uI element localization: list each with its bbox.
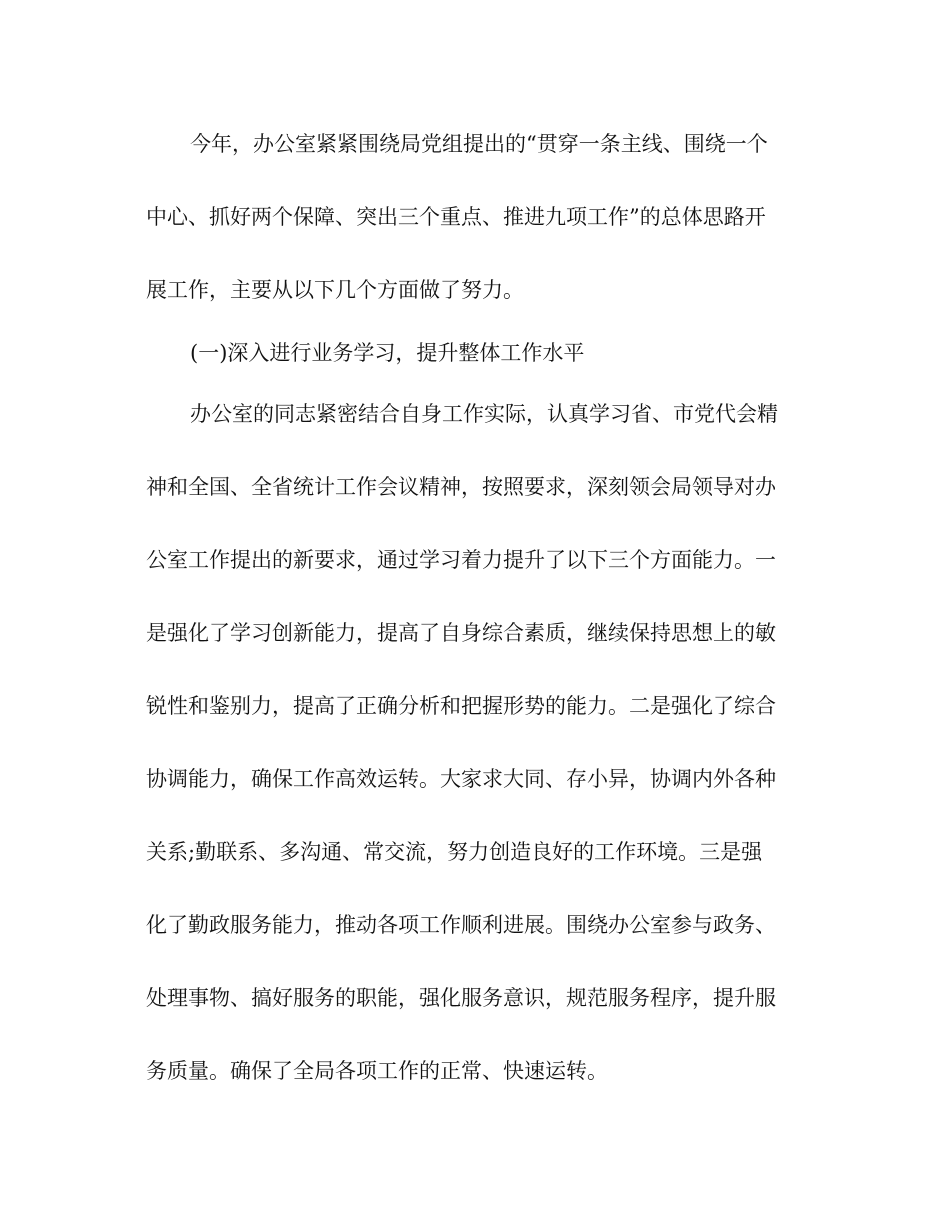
paragraph-2-line-6: 协调能力，确保工作高效运转。大家求大同、存小异，协调内外各种 xyxy=(146,767,776,791)
paragraph-2-line-3: 公室工作提出的新要求，通过学习着力提升了以下三个方面能力。一 xyxy=(146,548,776,572)
paragraph-2-line-8: 化了勤政服务能力，推动各项工作顺利进展。围绕办公室参与政务、 xyxy=(146,913,776,937)
paragraph-1-line-1: 今年，办公室紧紧围绕局党组提出的“贯穿一条主线、围绕一个 xyxy=(190,132,768,156)
section-heading: (一)深入进行业务学习，提升整体工作水平 xyxy=(190,341,585,365)
paragraph-2-line-9: 处理事物、搞好服务的职能，强化服务意识，规范服务程序，提升服 xyxy=(146,986,776,1010)
paragraph-2-line-10: 务质量。确保了全局各项工作的正常、快速运转。 xyxy=(146,1059,608,1083)
paragraph-2-line-7: 关系;勤联系、多沟通、常交流，努力创造良好的工作环境。三是强 xyxy=(146,840,763,864)
paragraph-1-line-2: 中心、抓好两个保障、突出三个重点、推进九项工作”的总体思路开 xyxy=(146,205,766,229)
paragraph-2-line-1: 办公室的同志紧密结合自身工作实际，认真学习省、市党代会精 xyxy=(190,402,778,426)
paragraph-1-line-3: 展工作，主要从以下几个方面做了努力。 xyxy=(146,278,524,302)
paragraph-2-line-2: 神和全国、全省统计工作会议精神，按照要求，深刻领会局领导对办 xyxy=(146,475,776,499)
paragraph-2-line-4: 是强化了学习创新能力，提高了自身综合素质，继续保持思想上的敏 xyxy=(146,621,776,645)
paragraph-2-line-5: 锐性和鉴别力，提高了正确分析和把握形势的能力。二是强化了综合 xyxy=(146,694,776,718)
